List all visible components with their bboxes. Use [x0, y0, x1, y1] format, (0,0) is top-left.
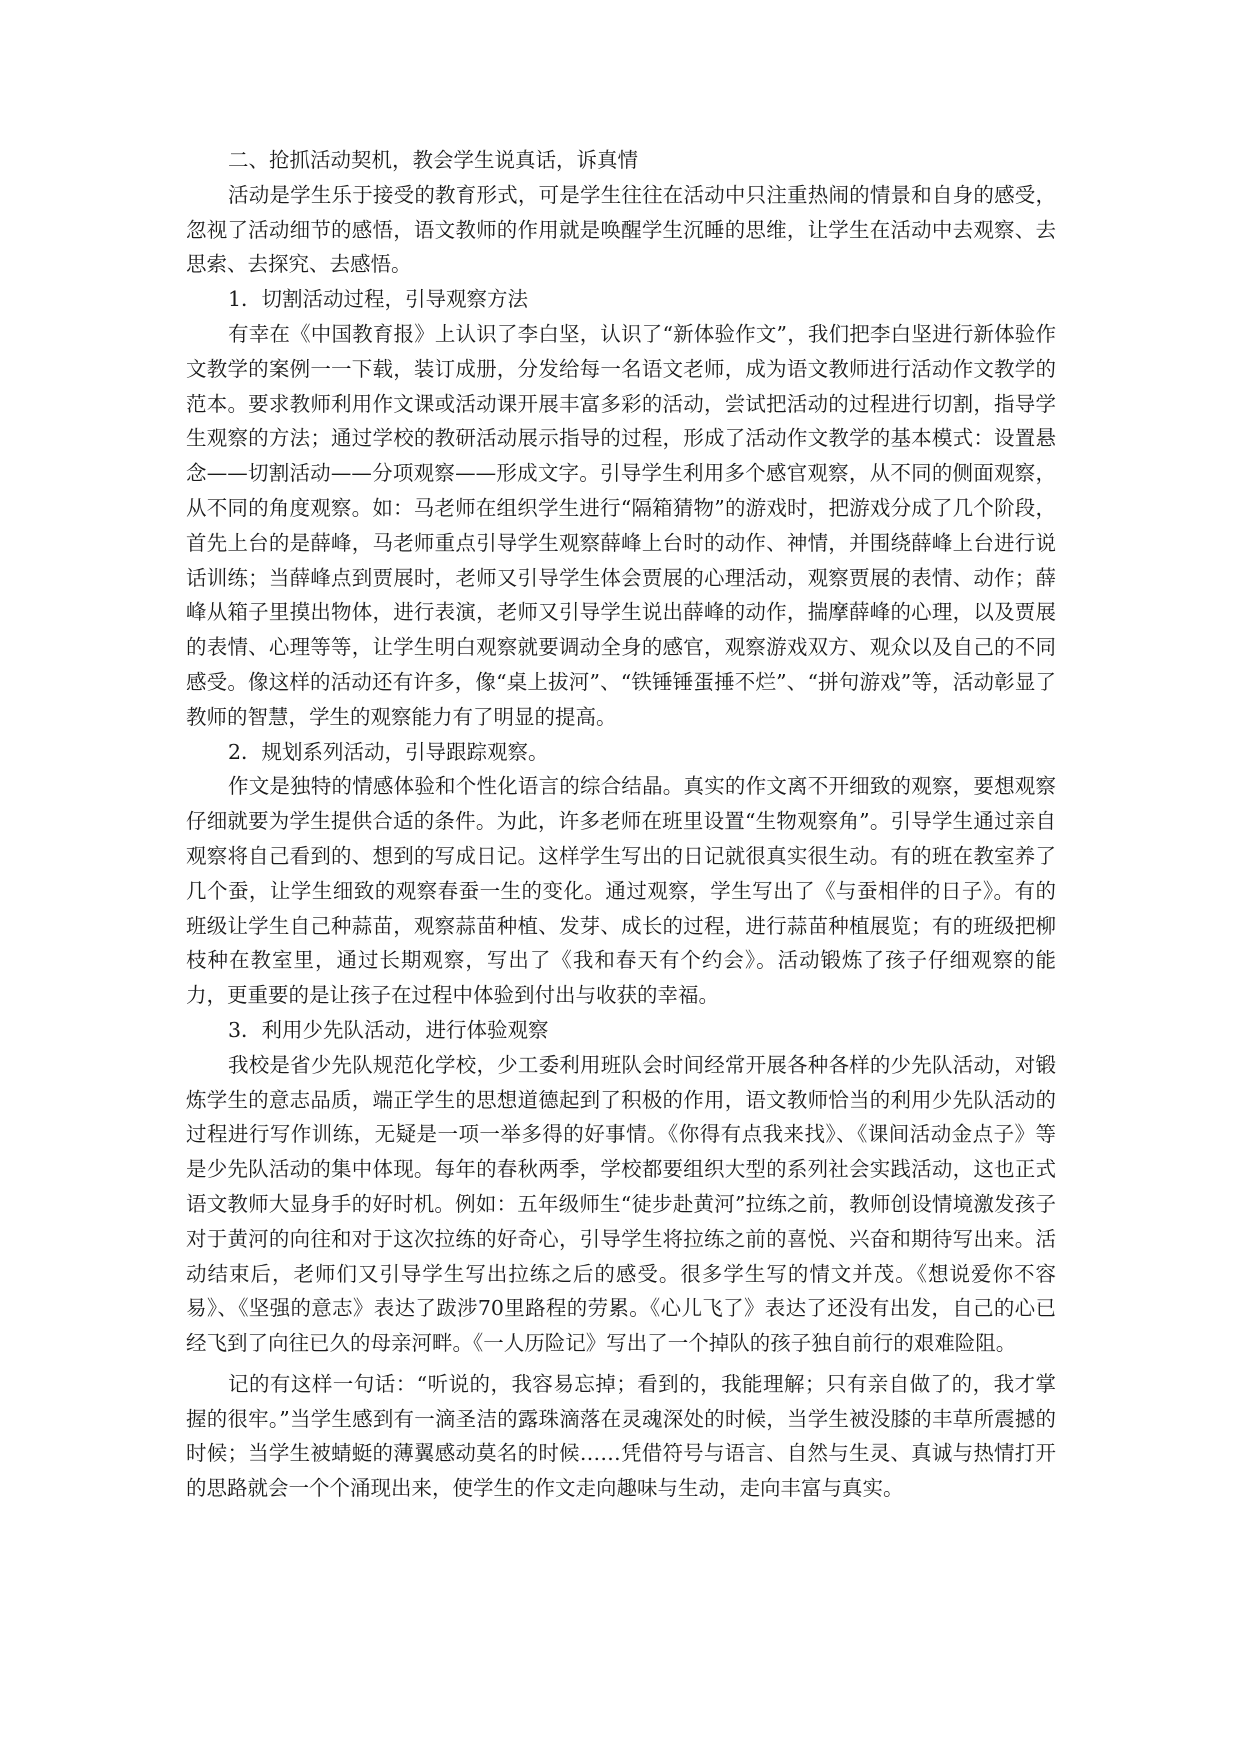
document-page: [186, 143, 1056, 1506]
subsection-2-body: 作文是独特的情感体验和个性化语言的综合结晶。真实的作文离不开细致的观察，要想观察仔细就要为学生提供合适的条件。为此，许多老师在班里设置“生物观察角”。引导学生通过亲自观察将自己看到的、想到的写成日记。这样学生写出的日记就很真实很生动。有的班在教室养了几个蚕，让学生细致的观察春蚕一生的变化。通过观察，学生写出了《与蚕相伴的日子》。有的班级让学生自己种蒜苗，观察蒜苗种植、发芽、成长的过程，进行蒜苗种植展览；有的班级把柳枝种在教室里，通过长期观察，写出了《我和春天有个约会》。活动锻炼了孩子仔细观察的能力，更重要的是让孩子在过程中体验到付出与收获的幸福。: [186, 774, 1056, 1008]
intro-paragraph: 活动是学生乐于接受的教育形式，可是学生往往在活动中只注重热闹的情景和自身的感受，忽视了活动细节的感悟，语文教师的作用就是唤醒学生沉睡的思维，让学生在活动中去观察、去思索、去探究、去感悟。: [186, 182, 1056, 277]
conclusion-paragraph: 记的有这样一句话：“听说的，我容易忘掉；看到的，我能理解；只有亲自做了的，我才掌握的很牢。”当学生感到有一滴圣洁的露珠滴落在灵魂深处的时候，当学生被没膝的丰草所震撼的时候；当学生被蜻蜓的薄翼感动莫名的时候……凭借符号与语言、自然与生灵、真诚与热情打开的思路就会一个个涌现出来，使学生的作文走向趣味与生动，走向丰富与真实。: [186, 1371, 1056, 1501]
subsection-3-body: 我校是省少先队规范化学校，少工委利用班队会时间经常开展各种各样的少先队活动，对锻炼学生的意志品质，端正学生的思想道德起到了积极的作用，语文教师恰当的利用少先队活动的过程进行写作训练，无疑是一项一举多得的好事情。《你得有点我来找》、《课间活动金点子》等是少先队活动的集中体现。每年的春秋两季，学校都要组织大型的系列社会实践活动，这也正式语文教师大显身手的好时机。例如：五年级师生“徒步赴黄河”拉练之前，教师创设情境激发孩子对于黄河的向往和对于这次拉练的好奇心，引导学生将拉练之前的喜悦、兴奋和期待写出来。活动结束后，老师们又引导学生写出拉练之后的感受。很多学生写的情文并茂。《想说爱你不容易》、《坚强的意志》表达了跋涉70里路程的劳累。《心儿飞了》表达了还没有出发，自己的心已经飞到了向往已久的母亲河畔。《一人历险记》写出了一个掉队的孩子独自前行的艰难险阻。: [186, 1052, 1056, 1356]
subsection-1-title: 1．切割活动过程，引导观察方法: [228, 287, 529, 312]
subsection-1-body: 有幸在《中国教育报》上认识了李白坚，认识了“新体验作文”，我们把李白坚进行新体验作文教学的案例一一下载，装订成册，分发给每一名语文老师，成为语文教师进行活动作文教学的范本。要求教师利用作文课或活动课开展丰富多彩的活动，尝试把活动的过程进行切割，指导学生观察的方法；通过学校的教研活动展示指导的过程，形成了活动作文教学的基本模式：设置悬念——切割活动——分项观察——形成文字。引导学生利用多个感官观察，从不同的侧面观察，从不同的角度观察。如：马老师在组织学生进行“隔箱猜物”的游戏时，把游戏分成了几个阶段，首先上台的是薛峰，马老师重点引导学生观察薛峰上台时的动作、神情，并围绕薛峰上台进行说话训练；当薛峰点到贾展时，老师又引导学生体会贾展的心理活动，观察贾展的表情、动作；薛峰从箱子里摸出物体，进行表演，老师又引导学生说出薛峰的动作，揣摩薛峰的心理，以及贾展的表情、心理等等，让学生明白观察就要调动全身的感官，观察游戏双方、观众以及自己的不同感受。像这样的活动还有许多，像“桌上拔河”、“铁锤锤蛋捶不烂”、“拼句游戏”等，活动彰显了教师的智慧，学生的观察能力有了明显的提高。: [186, 321, 1056, 729]
subsection-3-title: 3．利用少先队活动，进行体验观察: [228, 1017, 549, 1042]
subsection-2-title: 2．规划系列活动，引导跟踪观察。: [228, 739, 549, 764]
section-title: 二、抢抓活动契机，教会学生说真话，诉真情: [228, 148, 638, 172]
